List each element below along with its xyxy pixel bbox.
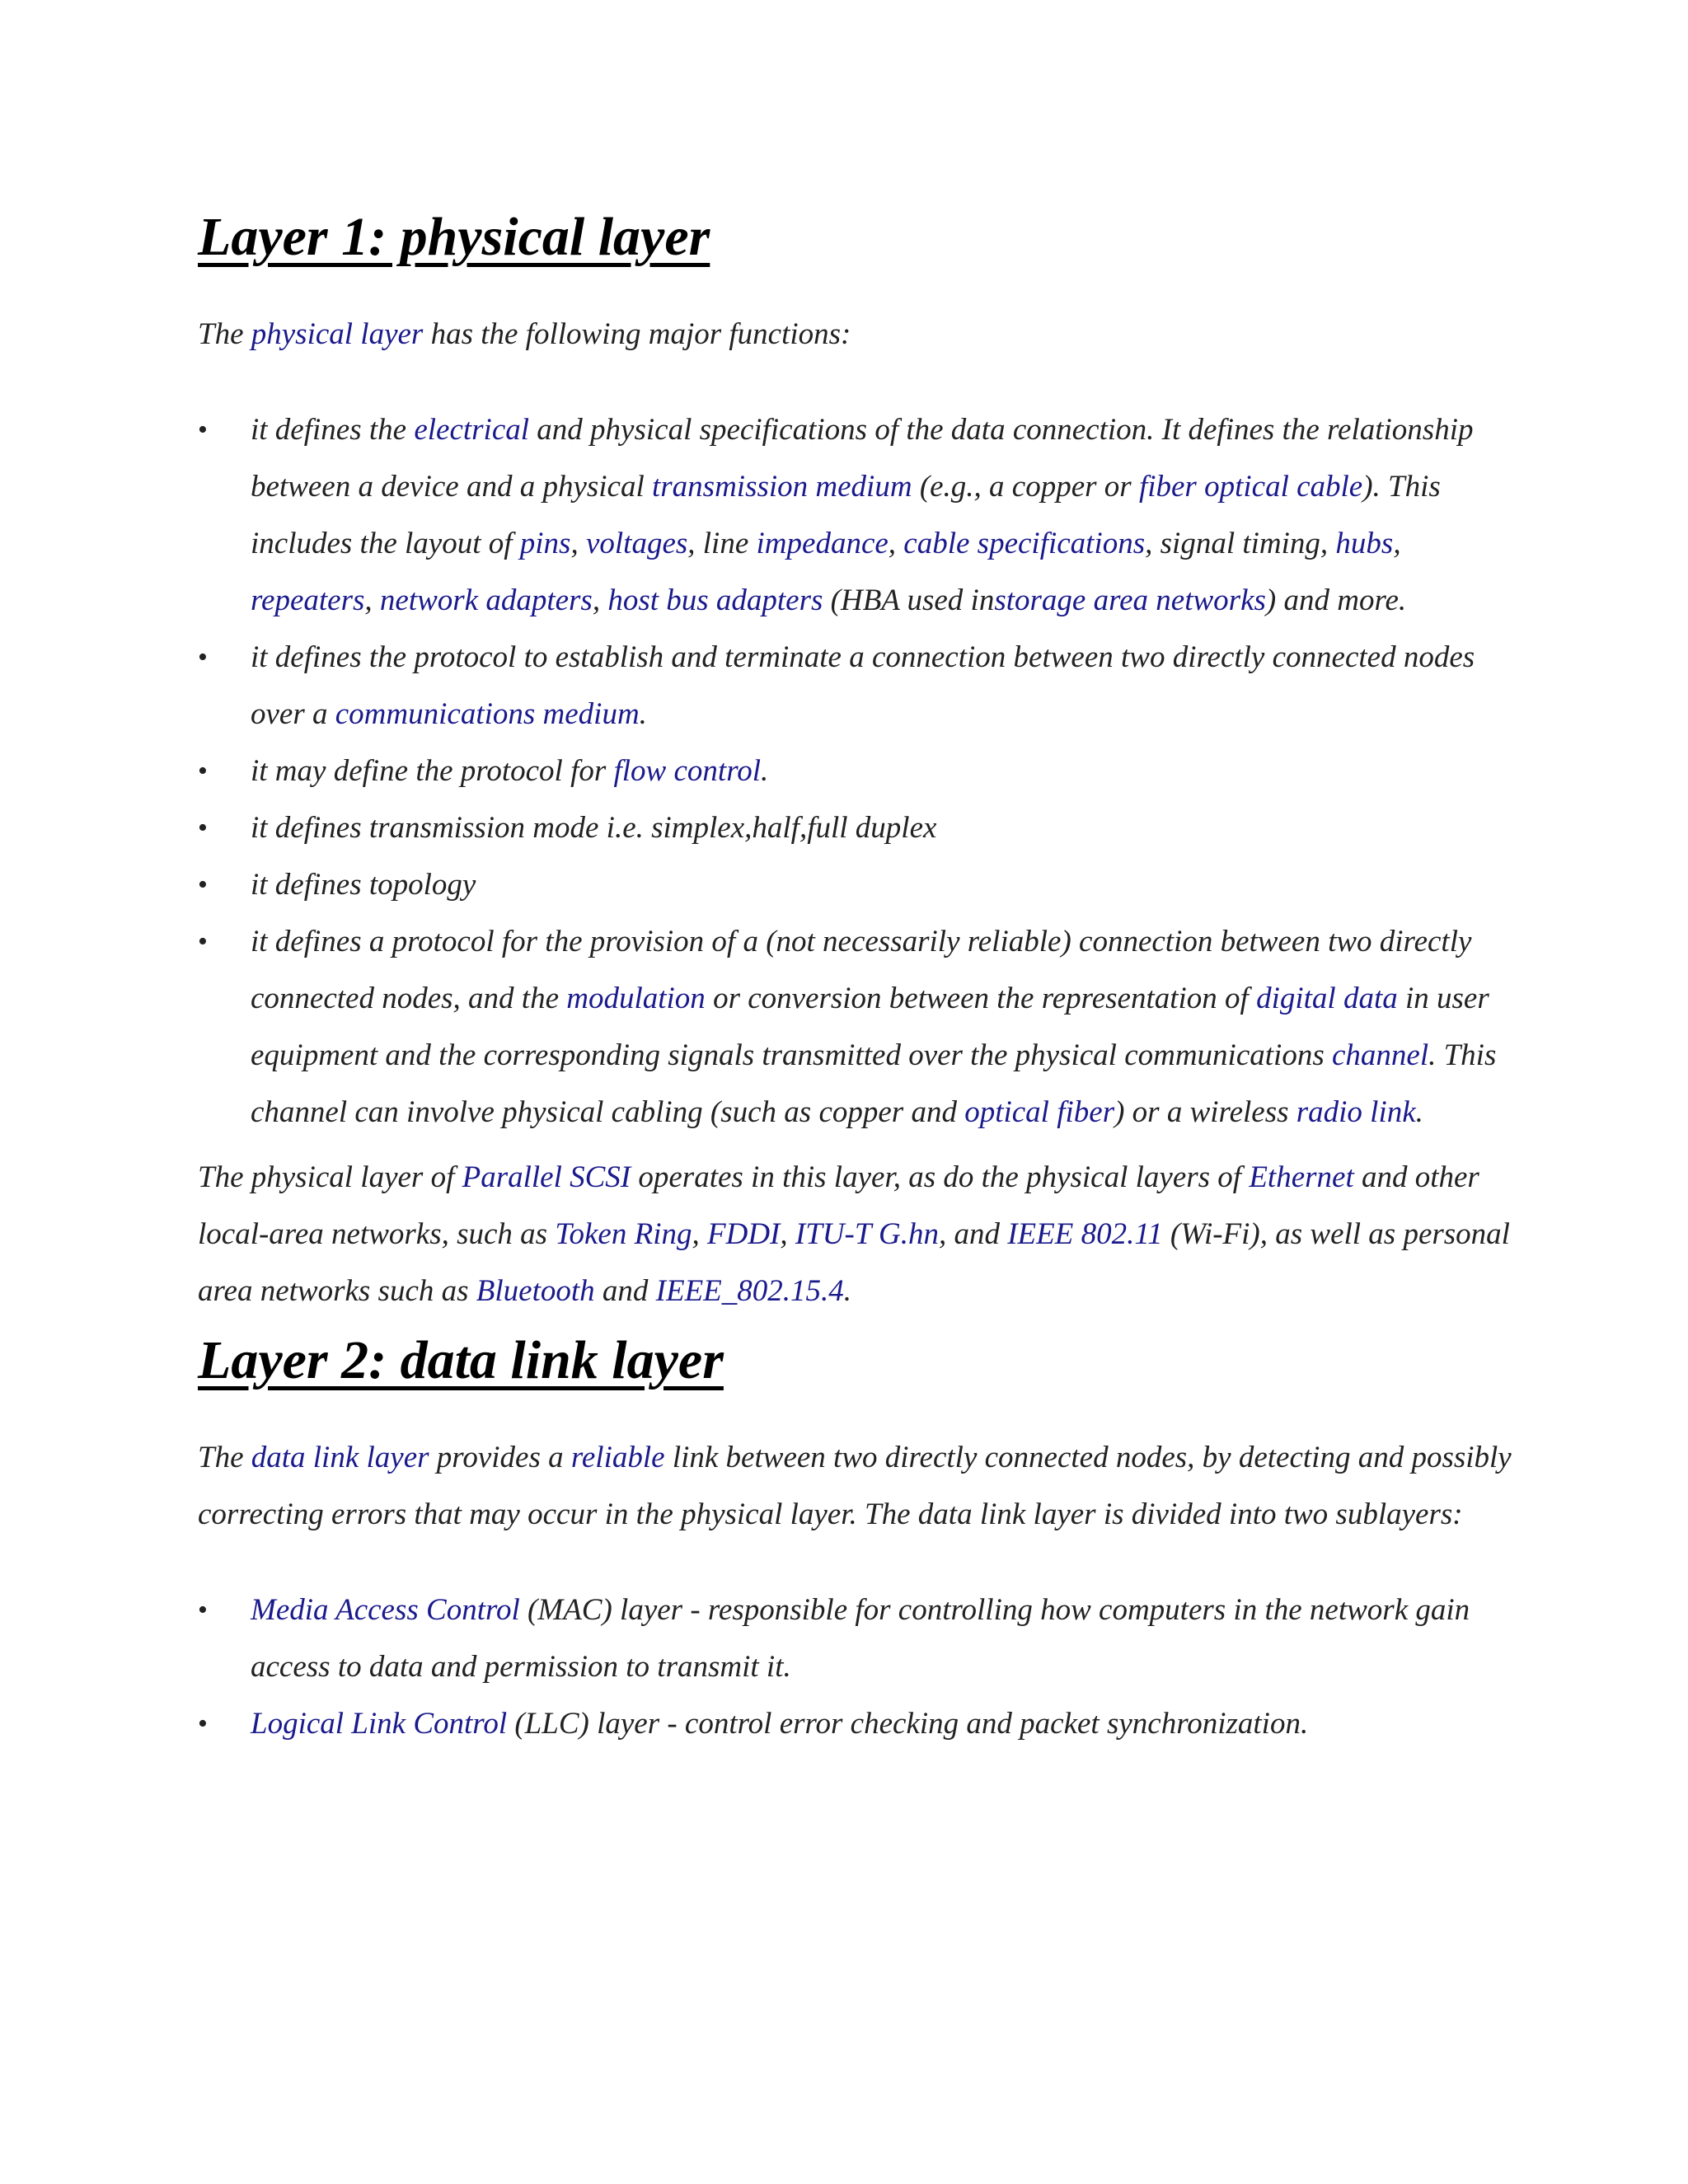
text-run: link between two directly connected nodes, by detecting and possibly correcting errors that may occur in the physical layer. The data link layer is divided into two sublayers:: [198, 1440, 1512, 1531]
text-run: ,: [780, 1216, 795, 1251]
hyperlink[interactable]: transmission medium: [652, 469, 912, 504]
text-run: in user equipment and the corresponding signals transmitted over the physical communications: [251, 981, 1489, 1072]
hyperlink[interactable]: electrical: [414, 412, 530, 447]
text-run: ,: [888, 526, 904, 560]
bullet-text: [251, 1593, 1470, 1684]
section2-bullet-2: [198, 1695, 1517, 1752]
hyperlink[interactable]: Ethernet: [1249, 1160, 1354, 1194]
section1-heading: Layer 1: physical layer: [198, 207, 710, 267]
text-run: ,: [592, 583, 608, 617]
text-run: .: [639, 696, 647, 731]
document-page: [198, 206, 1517, 1752]
hyperlink[interactable]: cable specifications: [903, 526, 1146, 560]
text-run: it defines topology: [251, 867, 476, 902]
hyperlink[interactable]: pins: [519, 526, 571, 560]
hyperlink[interactable]: repeaters: [251, 583, 365, 617]
section1-bullet-5: [198, 856, 1517, 913]
section2-heading: Layer 2: data link layer: [198, 1329, 724, 1390]
text-run: ,: [1393, 526, 1401, 560]
text-run: (MAC) layer - responsible for controlling how computers in the network gain access to data and permission to transmit it.: [251, 1592, 1470, 1684]
bullet-dot: •: [198, 414, 208, 445]
text-run: , and: [938, 1216, 1008, 1251]
hyperlink[interactable]: impedance: [756, 526, 889, 560]
hyperlink[interactable]: IEEE 802.11: [1007, 1216, 1163, 1251]
hyperlink[interactable]: FDDI: [707, 1216, 781, 1251]
text-run: and other local-area networks, such as: [198, 1160, 1479, 1251]
text-run: ). This includes the layout of: [251, 469, 1441, 560]
bullet-dot: •: [198, 812, 208, 843]
text-run: (e.g., a copper or: [912, 469, 1139, 504]
hyperlink[interactable]: network adapters: [379, 583, 593, 617]
section1-bullet-2: [198, 629, 1517, 743]
section1-closing: [198, 1149, 1517, 1319]
text-run: and: [594, 1273, 656, 1308]
hyperlink[interactable]: data link layer: [251, 1440, 429, 1474]
hyperlink[interactable]: physical layer: [251, 316, 424, 351]
text-run: .: [843, 1273, 852, 1308]
hyperlink[interactable]: channel: [1331, 1038, 1429, 1072]
text-run: operates in this layer, as do the physical layers of: [631, 1160, 1250, 1194]
text-run: provides a: [429, 1440, 571, 1474]
text-run: .: [761, 753, 769, 788]
bullet-text: [251, 1707, 1308, 1741]
bullet-text: [251, 754, 768, 788]
hyperlink[interactable]: flow control: [613, 753, 761, 788]
text-run: ,: [570, 526, 586, 560]
hyperlink[interactable]: host bus adapters: [607, 583, 823, 617]
hyperlink[interactable]: Logical Link Control: [251, 1706, 508, 1741]
hyperlink[interactable]: fiber optical cable: [1138, 469, 1363, 504]
text-run: The: [198, 1440, 251, 1474]
bullet-text: [251, 868, 476, 902]
bullet-dot: •: [198, 869, 208, 900]
text-run: it defines transmission mode i.e. simplex,half,full duplex: [251, 810, 937, 845]
hyperlink[interactable]: hubs: [1335, 526, 1394, 560]
section1-bullet-1: [198, 401, 1517, 629]
bullet-dot: •: [198, 641, 208, 673]
hyperlink[interactable]: radio link: [1296, 1094, 1416, 1129]
bullet-text: [251, 413, 1473, 617]
text-run: , signal timing,: [1145, 526, 1336, 560]
bullet-dot: •: [198, 926, 208, 957]
text-run: ) and more.: [1265, 583, 1407, 617]
bullet-text: [251, 640, 1475, 731]
text-run: and physical specifications of the data connection. It defines the relationship between a device and a physical: [251, 412, 1474, 504]
section1-bullet-3: [198, 743, 1517, 799]
text-run: (Wi-Fi), as well as personal area networks such as: [198, 1216, 1510, 1308]
hyperlink[interactable]: modulation: [566, 981, 706, 1015]
text-run: or conversion between the representation of: [705, 981, 1257, 1015]
bullet-dot: •: [198, 755, 208, 786]
text-run: it defines a protocol for the provision of a (not necessarily reliable) connection between two directly connected nodes, and the: [251, 924, 1472, 1015]
section1-bullet-4: [198, 799, 1517, 856]
text-run: it defines the: [251, 412, 415, 447]
bullet-text: [251, 811, 936, 845]
hyperlink[interactable]: ITU-T G.hn: [795, 1216, 939, 1251]
hyperlink[interactable]: storage area networks: [994, 583, 1266, 617]
text-run: (HBA used in: [823, 583, 995, 617]
section1-intro: [198, 306, 1517, 363]
bullet-text: [251, 925, 1496, 1129]
text-run: . This channel can involve physical cabling (such as copper and: [251, 1038, 1497, 1129]
section2-bullet-1: [198, 1582, 1517, 1695]
text-run: has the following major functions:: [423, 316, 851, 351]
bullet-dot: •: [198, 1594, 208, 1625]
text-run: The: [198, 316, 251, 351]
section1-bullet-6: [198, 913, 1517, 1141]
text-run: , line: [687, 526, 757, 560]
section2-bullet-list: [198, 1582, 1517, 1752]
hyperlink[interactable]: digital data: [1256, 981, 1398, 1015]
text-run: it defines the protocol to establish and terminate a connection between two directly connected nodes over a: [251, 640, 1475, 731]
text-run: ,: [692, 1216, 707, 1251]
hyperlink[interactable]: Parallel SCSI: [462, 1160, 631, 1194]
hyperlink[interactable]: optical fiber: [964, 1094, 1115, 1129]
text-run: (LLC) layer - control error checking and packet synchronization.: [507, 1706, 1309, 1741]
section1-bullet-list: [198, 401, 1517, 1141]
bullet-dot: •: [198, 1708, 208, 1739]
hyperlink[interactable]: reliable: [570, 1440, 665, 1474]
hyperlink[interactable]: voltages: [585, 526, 688, 560]
text-run: ) or a wireless: [1114, 1094, 1296, 1129]
text-run: it may define the protocol for: [251, 753, 614, 788]
text-run: The physical layer of: [198, 1160, 462, 1194]
hyperlink[interactable]: IEEE_802.15.4: [655, 1273, 844, 1308]
text-run: ,: [364, 583, 380, 617]
text-run: .: [1415, 1094, 1423, 1129]
hyperlink[interactable]: Token Ring: [555, 1216, 692, 1251]
hyperlink[interactable]: Media Access Control: [251, 1592, 520, 1627]
section2-intro: [198, 1429, 1517, 1543]
hyperlink[interactable]: Bluetooth: [476, 1273, 595, 1308]
hyperlink[interactable]: communications medium: [335, 696, 640, 731]
